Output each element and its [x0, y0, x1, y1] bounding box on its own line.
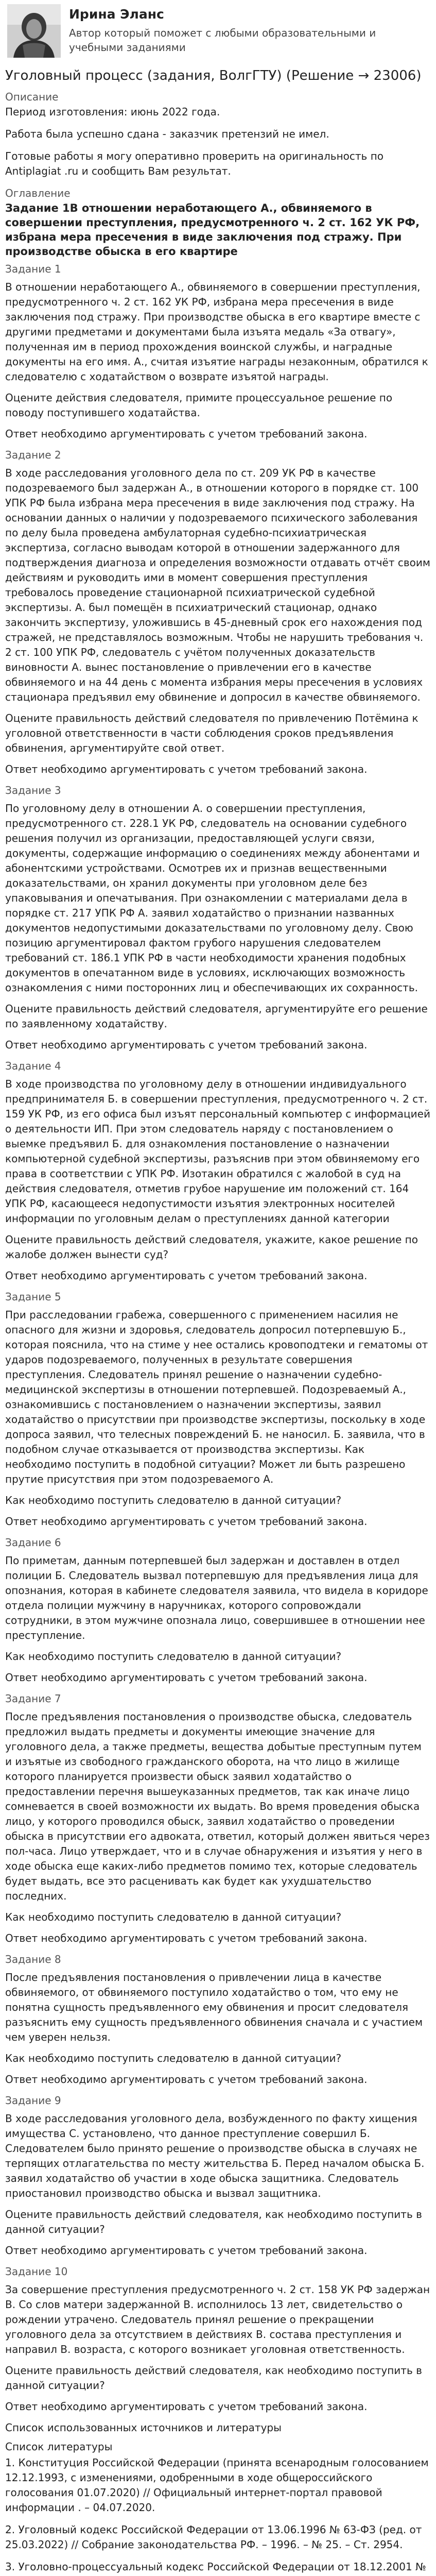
task-question: Как необходимо поступить следователю в данной ситуации?: [5, 1650, 342, 1663]
sources-section: [5, 2420, 431, 2576]
task-8: [5, 1952, 431, 2087]
task-text: По уголовному делу в отношении А. о совершении преступления, предусмотренного ст. 228.1 УК РФ, следователь на основании судебного решения получил из организации, предоставляющей услуги связи, документы, содержащие информацию о соединениях между абонентами и абонентскими устройствами. Осмотрев их и признав вещественными доказательствами, он хранил документы при уголовном деле без упаковывания и опечатывания. При ознакомлении с материалами дела в порядке ст. 217 УПК РФ А. заявил ходатайство о признании названных документов недопустимыми доказательствами по уголовному делу. Свою позицию аргументировал фактом грубого нарушения следователем требований ст. 186.1 УПК РФ в части необходимости хранения подобных документов в опечатанном виде в условиях, исключающих возможность ознакомления с ними посторонних лиц и обеспечивающих их сохранность.: [5, 802, 420, 994]
task-5: [5, 1290, 431, 1529]
task-2: [5, 448, 431, 777]
production-period: Период изготовления: июнь 2022 года.: [5, 106, 220, 118]
task-answer-note: Ответ необходимо аргументировать с учетом требований закона.: [5, 2244, 368, 2257]
task-text: По приметам, данным потерпевшей был задержан и доставлен в отдел полиции Б. Следователь вызвал потерпевшую для предъявления лица для опознания, которая в кабинете следователя заявила, что видела в коридоре отдела полиции мужчину в наручниках, которого сопровождали сотрудники, в этом мужчине опознала лицо, совершившее в отношении нее преступление.: [5, 1554, 428, 1641]
task-text: После предъявления постановления о производстве обыска, следователь предложил выдать предметы и документы имеющие значение для уголовного дела, а также предметы, вещества добытые преступным путем и изъятые из свободного гражданского оборота, на что лицо в жилище которого планируется произвести обыск заявил ходатайство о предоставлении перечня вышеуказанных предметов, так как иначе лицо сомневается в своей возможности их выдать. Во время проведения обыска лицо, у которого проводился обыск, заявил ходатайство о проведении обыска в присутствии его адвоката, ответил, который должен явиться через пол-часа. Лицо утверждает, что и в случае обнаружения и изъятия у него в ходе обыска еще каких-либо предметов помимо тех, которые следователь будет выдать, все это расценивать как будет как ухудшательство последних.: [5, 1710, 430, 1902]
document-title: Уголовный процесс (задания, ВолгГТУ) (Решение → 23006): [5, 68, 422, 83]
task-question: Оцените правильность действий следователя, как необходимо поступить в данной ситуации?: [5, 2208, 422, 2235]
task-question: Оцените правильность действий следователя, аргументируйте его решение по заявленному ходатайству.: [5, 1003, 428, 1030]
task-text: При расследовании грабежа, совершенного с применением насилия не опасного для жизни и здоровья, следователь допросил потерпевшую Б., которая пояснила, что на стиме у нее остались кровоподтеки и гематомы от ударов подозреваемого, полученных в результате совершения преступления. Следователь принял решение о назначении судебно-медицинской экспертизы в отношении потерпевшей. Подозреваемый А., ознакомившись с постановлением о назначении экспертизы, заявил ходатайство о присутствии при производстве экспертизы, поскольку в ходе допроса заявил, что телесных повреждений Б. не наносил. Б. заявила, что в подобном случае отказывается от производства экспертизы. Как необходимо поступить в подобной ситуации? Может ли быть разрешено прутие присутствия при этом подозреваемого А.: [5, 1309, 428, 1485]
task-answer-note: Ответ необходимо аргументировать с учетом требований закона.: [5, 1039, 368, 1051]
author-description: Автор который поможет с любыми образовательными и учебными заданиями: [69, 27, 376, 54]
source-item: 1. Конституция Российской Федерации (принята всенародным голосованием 12.12.1993, с изменениями, одобренными в ходе общероссийского голосования 01.07.2020) // Официальный интернет-портал правовой информации . – 04.07.2020.: [5, 2456, 429, 2514]
person-photo-icon: [7, 4, 61, 58]
task-label: Задание 5: [5, 1291, 61, 1303]
task-label: Задание 2: [5, 449, 61, 461]
toc-label: Оглавление: [5, 187, 71, 199]
task-text: В ходе производства по уголовному делу в отношении индивидуального предпринимателя Б. в совершении преступления, предусмотренного ч. 2 ст. 159 УК РФ, из его офиса был изъят персональный компьютер с информацией о деятельности ИП. При этом следователь наряду с постановлением о выемке предъявил Б. для ознакомления постановление о назначении компьютерной судебной экспертизы, разъяснив при этом обвиняемому его права в соответствии с УПК РФ. Изотакин обратился с жалобой в суд на действия следователя, отметив грубое нарушение им положений ст. 164 УПК РФ, касающееся недопустимости изъятия электронных носителей информации по уголовным делам о преступлениях данной категории: [5, 1078, 430, 1225]
task-question: Оцените действия следователя, примите процессуальное решение по поводу поступившего ходатайства.: [5, 392, 393, 419]
task-4: [5, 1059, 431, 1283]
task-label: Задание 7: [5, 1692, 61, 1705]
task-question: Оцените правильность действий следователя по привлечению Потёмина к уголовной ответственности в части соблюдения сроков предъявления обвинения, аргументируйте свой ответ.: [5, 712, 418, 754]
author-name[interactable]: Ирина Эланс: [69, 7, 164, 22]
task-6: [5, 1535, 431, 1685]
task-question: Как необходимо поступить следователю в данной ситуации?: [5, 1911, 342, 1923]
description-label: Описание: [5, 91, 59, 103]
task-answer-note: Ответ необходимо аргументировать с учетом требований закона.: [5, 428, 368, 440]
task-9: [5, 2093, 431, 2258]
task-text: За совершение преступления предусмотренного ч. 2 ст. 158 УК РФ задержан В. Со слов матери задержанной В. исполнилось 13 лет, свидетельство о рождении утрачено. Следователь принял решение о прекращении уголовного дела за отсутствием в действиях В. состава преступления и направил В. возраста, с которого возникает уголовная ответственность.: [5, 2283, 430, 2355]
main-heading: Задание 1В отношении неработающего А., обвиняемого в совершении преступления, предусмотренного ч. 2 ст. 162 УК РФ, избрана мера пресечения в виде заключения под стражу. При производстве обыска в его квартире: [5, 202, 420, 258]
task-label: Задание 4: [5, 1060, 61, 1072]
task-label: Задание 8: [5, 1953, 61, 1965]
source-item: 3. Уголовно-процессуальный кодекс Российской Федерации от 18.12.2001 №: [5, 2561, 426, 2573]
task-label: Задание 6: [5, 1536, 61, 1549]
author-header: [0, 0, 436, 62]
task-answer-note: Ответ необходимо аргументировать с учетом требований закона.: [5, 2073, 368, 2086]
task-label: Задание 3: [5, 784, 61, 796]
task-answer-note: Ответ необходимо аргументировать с учетом требований закона.: [5, 1515, 368, 1528]
sources-list-title: Список литературы: [5, 2441, 113, 2453]
source-item: 2. Уголовный кодекс Российской Федерации от 13.06.1996 № 63-ФЗ (ред. от 25.03.2022) // Собрание законодательства РФ. – 1996. – № 25. – Ст. 2954.: [5, 2523, 422, 2551]
task-text: В ходе расследования уголовного дела по ст. 209 УК РФ в качестве подозреваемого был задержан А., в отношении которого в порядке ст. 100 УПК РФ была избрана мера пресечения в виде заключения под стражу. На основании данных о наличии у подозреваемого психического заболевания по делу была проведена амбулаторная судебно-психиатрическая экспертиза, согласно выводам которой в отношении задержанного для подтверждения диагноза и определения возможности отдавать отчёт своим действиям и руководить ими в момент совершения преступления требовалось проведение стационарной психиатрической судебной экспертизы. А. был помещён в психиатрический стационар, однако закончить экспертизу, уложившись в 45-дневный срок его нахождения под стражей, не представлялось возможным. Чтобы не нарушить требования ч. 2 ст. 100 УПК РФ, следователь с учётом полученных доказательств виновности А. вынес постановление о привлечении его в качестве обвиняемого и на 44 день с момента избрания меры пресечения в условиях стационара предъявил ему обвинение и допросил в качестве обвиняемого.: [5, 467, 430, 703]
task-text: В ходе расследования уголовного дела, возбужденного по факту хищения имущества С. установлено, что данное преступление совершил Б. Следователем было принято решение о производстве обыска в случаях не терпящих отлагательства по месту жительства Б. Перед началом обыска Б. заявил ходатайство об участии в ходе обыска защитника. Следователь приостановил производство обыска и вызвал защитника.: [5, 2112, 425, 2199]
task-10: [5, 2264, 431, 2414]
task-text: После предъявления постановления о привлечении лица в качестве обвиняемого, от обвиняемого поступило ходатайство о том, что ему не понятна сущность предъявленного ему обвинения и просит следователя разъяснить ему сущность предъявленного обвинения сначала и с участием чем уверен нельзя.: [5, 1971, 423, 2043]
task-text: В отношении неработающего А., обвиняемого в совершении преступления, предусмотренного ч. 2 ст. 162 УК РФ, избрана мера пресечения в виде заключения под стражу. При производстве обыска в его квартире вместе с другими предметами и документами была изъята медаль «За отвагу», полученная им в период прохождения воинской службы, и наградные документы на его имя. А., считая изъятие награды незаконным, обратился к следователю с ходатайством о возврате изъятой награды.: [5, 281, 428, 383]
sources-title: Список использованных источников и литературы: [5, 2421, 282, 2434]
task-answer-note: Ответ необходимо аргументировать с учетом требований закона.: [5, 2400, 368, 2413]
task-3: [5, 783, 431, 1053]
task-7: [5, 1691, 431, 1946]
task-answer-note: Ответ необходимо аргументировать с учетом требований закона.: [5, 1932, 368, 1944]
originality-note: Готовые работы я могу оперативно проверить на оригинальность по Antiplagiat .ru и сообщить Вам результат.: [5, 150, 383, 177]
task-1: [5, 262, 431, 442]
task-question: Как необходимо поступить следователю в данной ситуации?: [5, 2052, 342, 2064]
task-label: Задание 9: [5, 2094, 61, 2107]
task-label: Задание 1: [5, 263, 61, 275]
task-label: Задание 10: [5, 2265, 68, 2278]
task-question: Оцените правильность действий следователя, как необходимо поступить в данной ситуации?: [5, 2364, 422, 2392]
avatar[interactable]: [7, 4, 61, 58]
document-content: [0, 67, 436, 2576]
task-question: Оцените правильность действий следователя, укажите, какое решение по жалобе должен вынести суд?: [5, 1233, 418, 1261]
task-question: Как необходимо поступить следователю в данной ситуации?: [5, 1494, 342, 1506]
task-answer-note: Ответ необходимо аргументировать с учетом требований закона.: [5, 1671, 368, 1684]
task-answer-note: Ответ необходимо аргументировать с учетом требований закона.: [5, 1269, 368, 1282]
delivery-note: Работа была успешно сдана - заказчик претензий не имел.: [5, 128, 329, 140]
task-answer-note: Ответ необходимо аргументировать с учетом требований закона.: [5, 763, 368, 775]
